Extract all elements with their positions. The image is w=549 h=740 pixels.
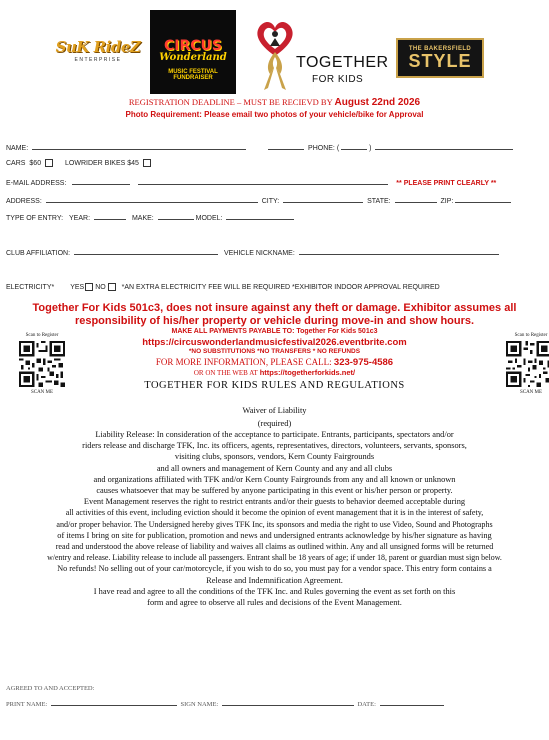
insurance-notice-line1: Together For Kids 501c3, does not insure against any theft or damage. Exhibitor assumes all [32,302,517,314]
vehicle-row [6,213,294,222]
date-field[interactable] [380,700,444,706]
name-phone-row [6,143,513,152]
print-name-label: PRINT NAME: [6,701,48,708]
agreed-accepted-label: AGREED TO AND ACCEPTED: [6,685,95,692]
model-field[interactable] [226,213,294,220]
print-clearly-note: ** PLEASE PRINT CLEARLY ** [396,180,497,187]
waiver-line: Release and Indemnification Agreement. [206,575,343,585]
zip-label: ZIP: [440,198,454,205]
more-info-phone: 323-975-4586 [333,357,394,368]
waiver-required: (required) [257,419,292,428]
registration-deadline [0,97,549,108]
electricity-note: *AN EXTRA ELECTRICITY FEE WILL BE REQUIRED *EXHIBITOR INDOOR APPROVAL REQUIRED [121,283,440,291]
waiver-line: read and understood the above release of liability and waives all claims as outlined within. Any and all unsigned forms will be returned [55,542,494,552]
email-label: E-MAIL ADDRESS: [6,180,67,187]
waiver-line: and organizations affiliated with TFK and/or Kern County Fairgrounds from any and all known or unknown [93,474,456,484]
insurance-notice-line2: responsibility of his/her property or vehicle during move-in and show hours. [74,315,475,327]
bakersfield-style-text: STYLE [408,50,472,71]
print-name-field[interactable] [51,700,177,706]
no-refunds-note: *NO SUBSTITUTIONS *NO TRANSFERS * NO REFUNDS [188,348,361,355]
no-label: NO [95,283,106,291]
bakersfield-style-logo [396,38,484,78]
website-line [0,368,549,377]
phone-area-code-field[interactable] [341,143,367,150]
type-of-entry-label: TYPE OF ENTRY: [6,215,64,222]
cars-checkbox[interactable] [45,159,53,167]
waiver-line: causes whatsoever that may be suffered by anyone participating in this event or his/her person or property. [96,486,453,496]
electricity-yes-checkbox[interactable] [85,283,93,291]
sign-name-label: SIGN NAME: [180,701,219,708]
vehicle-nickname-label: VEHICLE NICKNAME: [223,250,295,257]
state-label: STATE: [367,198,391,205]
suk-ridez-title: SuK RideZ [55,37,141,56]
waiver-title: Waiver of Liability [242,406,307,415]
waiver-line: No refunds! No selling out of your car/motorcycle, if you wish to do so, you must pay for a vendor space. This entry form contains a [57,564,492,574]
tfk-for-kids-text: FOR KIDS [312,74,364,85]
waiver-line: I have read and agree to all the conditions of the TFK Inc. and Rules governing the event as set forth on this [93,586,456,596]
website-link[interactable]: https://togetherforkids.net/ [259,368,356,377]
name-field[interactable] [32,143,246,150]
eventbrite-link[interactable]: https://circuswonderlandmusicfestival2026.eventbrite.com [142,337,407,348]
waiver-line: Liability Release: In consideration of the acceptance to participate. Entrants, participants, spectators and/or [95,430,454,439]
left-qr-bottom-label: SCAN ME [30,390,54,395]
waiver-line: visiting clubs, sponsors, vendors, Kern County Fairgrounds [174,452,375,462]
phone-number-field[interactable] [375,143,513,150]
circus-festival-text: MUSIC FESTIVAL [168,68,218,75]
right-qr-bottom-label: SCAN ME [519,390,543,395]
circus-title: CIRCUS [164,37,222,54]
waiver-line: form and agree to observe all rules and decisions of the Event Management. [147,598,402,608]
website-prefix: OR ON THE WEB AT [193,369,258,377]
cars-label: CARS [6,159,26,167]
photo-requirement: Photo Requirement: Please email two photos of your vehicle/bike for Approval [125,110,424,119]
electricity-label: ELECTRICITY* [6,283,55,291]
deadline-prefix: REGISTRATION DEADLINE – MUST BE RECIEVD BY [128,97,333,107]
circus-wonderland-text: Wonderland [159,51,227,63]
circus-fundraiser-text: FUNDRAISER [173,74,213,81]
payment-payable-to: MAKE ALL PAYMENTS PAYABLE TO: Together For Kids 501c3 [171,328,378,335]
waiver-line: w/entry and release. Liability release to include all passengers. Entrant shall be 18 years of age; if under 18, parent or guardian must sign below. [47,553,502,563]
make-field[interactable] [158,213,194,220]
left-qr-top-label: Scan to Register [25,333,59,338]
zip-field[interactable] [455,196,511,203]
waiver-line: and/or proper behavior. The Undersigned hereby gives TFK Inc, its sponsors and media the right to use Video, Sound and Photographs [56,519,493,529]
waiver-line: Event Management reserves the right to restrict entrants and/or their guests to behavior deemed acceptable during [83,497,466,507]
waiver-line: riders release and discharge TFK, Inc. its officers, agents, representatives, directors, volunteers, servants, sponsors, [82,441,467,451]
yes-label: YES [70,283,85,291]
club-row [6,248,499,257]
vehicle-nickname-field[interactable] [299,248,499,255]
tfk-together-text: TOGETHER [296,54,389,71]
sign-name-field[interactable] [222,700,354,706]
email-row [6,178,496,187]
date-label: DATE: [357,701,376,708]
more-info-line [0,357,549,368]
entry-type-row [6,159,153,167]
address-label: ADDRESS: [6,198,42,205]
tfk-heart-ribbon-icon [250,16,300,94]
rules-title: TOGETHER FOR KIDS RULES AND REGULATIONS [144,380,405,391]
address-field[interactable] [46,196,258,203]
phone-label: PHONE: ( [308,145,340,152]
state-field[interactable] [395,196,437,203]
suk-ridez-subtitle: ENTERPRISE [74,56,122,63]
lowrider-label: LOWRIDER BIKES $45 [65,159,139,167]
cars-price: $60 [29,159,42,167]
address-row [6,196,511,205]
bakersfield-top-text: THE BAKERSFIELD [408,45,472,52]
waiver-body [20,429,529,608]
electricity-no-checkbox[interactable] [108,283,116,291]
lowrider-checkbox[interactable] [143,159,151,167]
model-label: MODEL: [195,215,223,222]
phone-close-paren: ) [369,145,372,152]
make-label: MAKE: [131,215,154,222]
city-label: CITY: [261,198,280,205]
club-affiliation-field[interactable] [74,248,218,255]
waiver-line: and all owners and management of Kern County and any and all clubs [156,463,393,473]
right-qr-top-label: Scan to Register [514,333,548,338]
name-label: NAME: [6,145,29,152]
city-field[interactable] [283,196,363,203]
phone-prefix-line [268,143,304,150]
email-field-part1[interactable] [72,178,130,185]
year-label: YEAR: [69,215,91,222]
suk-ridez-logo [48,30,148,70]
electricity-row [6,283,440,291]
signature-row [6,700,444,708]
deadline-date: August 22nd 2026 [334,97,421,108]
waiver-line: all activities of this event, including eviction should it become the opinion of event management that it is in the interest of safety, [65,508,484,518]
waiver-line: of items I bring on site for publication, promotion and news and undersigned entrants acknowledge by his/her signature as having [57,530,492,540]
circus-wonderland-logo [150,10,236,94]
email-field-part2[interactable] [138,178,388,185]
more-info-prefix: FOR MORE INFORMATION, PLEASE CALL: [155,357,332,367]
together-for-kids-logo [246,14,389,96]
year-field[interactable] [94,213,126,220]
club-affiliation-label: CLUB AFFILIATION: [6,250,71,257]
